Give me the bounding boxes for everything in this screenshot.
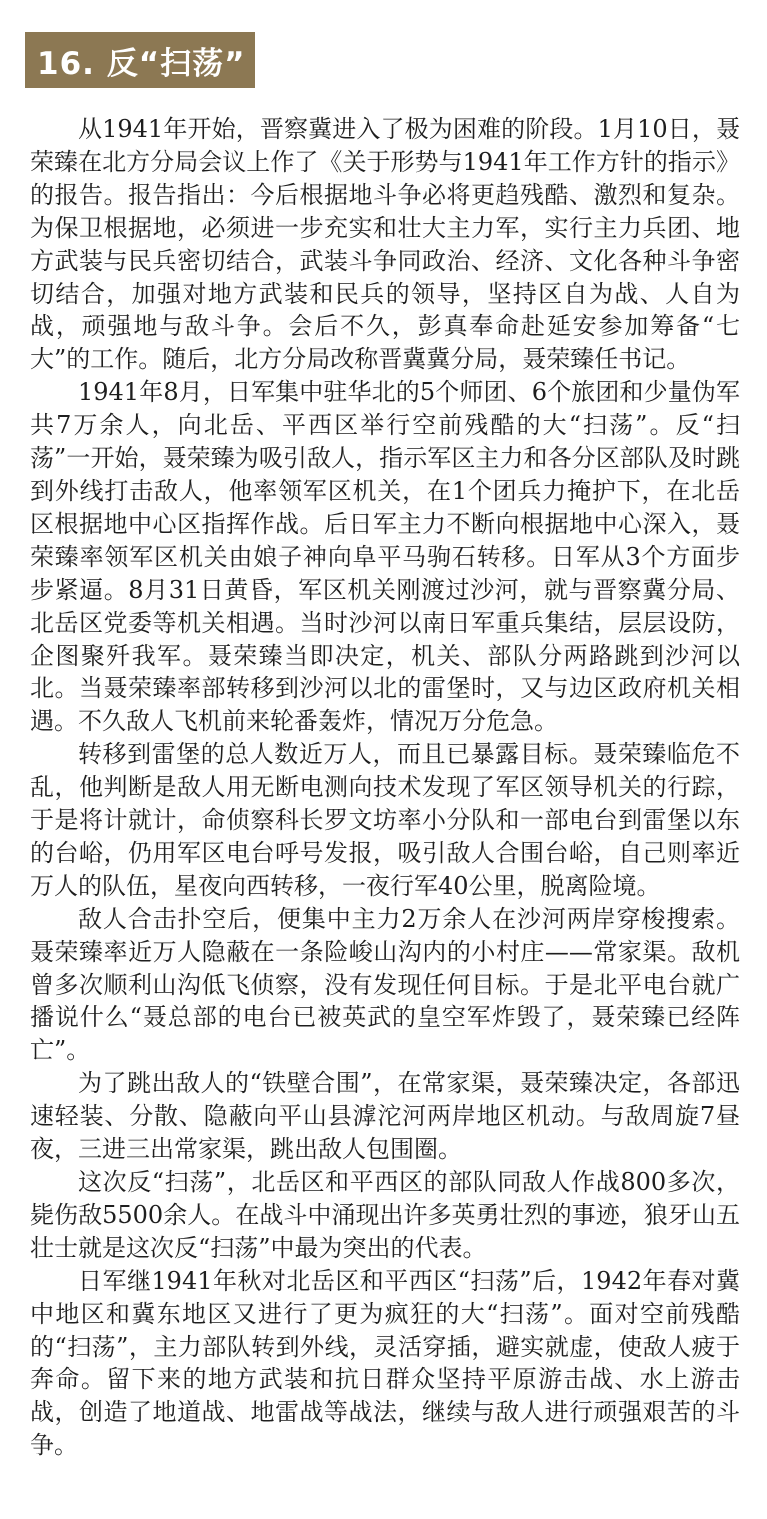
paragraph: 从1941年开始，晋察冀进入了极为困难的阶段。1月10日，聂荣臻在北方分局会议上作了《关于形势与1941年工作方针的指示》的报告。报告指出：今后根据地斗争必将更趋残酷、激烈和复杂。为保卫根据地，必须进一步充实和壮大主力军，实行主力兵团、地方武装与民兵密切结合，武装斗争同政治、经济、文化各种斗争密切结合，加强对地方武装和民兵的领导，坚持区自为战、人自为战，顽强地与敌斗争。会后不久，彭真奉命赴延安参加筹备“七大”的工作。随后，北方分局改称晋冀冀分局，聂荣臻任书记。 xyxy=(30,115,740,374)
paragraph: 敌人合击扑空后，便集中主力2万余人在沙河两岸穿梭搜索。聂荣臻率近万人隐蔽在一条险峻山沟内的小村庄——常家渠。敌机曾多次顺利山沟低飞侦察，没有发现任何目标。于是北平电台就广播说什么“聂总部的电台已被英武的皇空军炸毁了，聂荣臻已经阵亡”。 xyxy=(30,904,740,1065)
section-title-bar xyxy=(25,32,255,88)
paragraph: 转移到雷堡的总人数近万人，而且已暴露目标。聂荣臻临危不乱，他判断是敌人用无断电测向技术发现了军区领导机关的行踪，于是将计就计，命侦察科长罗文坊率小分队和一部电台到雷堡以东的台峪，仍用军区电台呼号发报，吸引敌人合围台峪，自己则率近万人的队伍，星夜向西转移，一夜行军40公里，脱离险境。 xyxy=(30,740,740,900)
paragraph: 为了跳出敌人的“铁壁合围”，在常家渠，聂荣臻决定，各部迅速轻装、分散、隐蔽向平山县滹沱河两岸地区机动。与敌周旋7昼夜，三进三出常家渠，跳出敌人包围圈。 xyxy=(30,1069,740,1164)
section-title: 16. 反“扫荡” xyxy=(37,45,246,82)
paragraph: 1941年8月，日军集中驻华北的5个师团、6个旅团和少量伪军共7万余人，向北岳、平西区举行空前残酷的大“扫荡”。反“扫荡”一开始，聂荣臻为吸引敌人，指示军区主力和各分区部队及时跳到外线打击敌人，他率领军区机关，在1个团兵力掩护下，在北岳区根据地中心区指挥作战。后日军主力不断向根据地中心深入，聂荣臻率领军区机关由娘子神向阜平马驹石转移。日军从3个方面步步紧逼。8月31日黄昏，军区机关刚渡过沙河，就与晋察冀分局、北岳区党委等机关相遇。当时沙河以南日军重兵集结，层层设防，企图聚歼我军。聂荣臻当即决定，机关、部队分两路跳到沙河以北。当聂荣臻率部转移到沙河以北的雷堡时，又与边区政府机关相遇。不久敌人飞机前来轮番轰炸，情况万分危急。 xyxy=(30,378,740,736)
paragraph: 这次反“扫荡”，北岳区和平西区的部队同敌人作战800多次，毙伤敌5500余人。在战斗中涌现出许多英勇壮烈的事迹，狼牙山五壮士就是这次反“扫荡”中最为突出的代表。 xyxy=(30,1168,740,1262)
paragraph: 日军继1941年秋对北岳区和平西区“扫荡”后，1942年春对冀中地区和冀东地区又进行了更为疯狂的大“扫荡”。面对空前残酷的“扫荡”，主力部队转到外线，灵活穿插，避实就虚，使敌人疲于奔命。留下来的地方武装和抗日群众坚持平原游击战、水上游击战，创造了地道战、地雷战等战法，继续与敌人进行顽强艰苦的斗争。 xyxy=(30,1266,740,1460)
article-body xyxy=(30,113,740,1462)
